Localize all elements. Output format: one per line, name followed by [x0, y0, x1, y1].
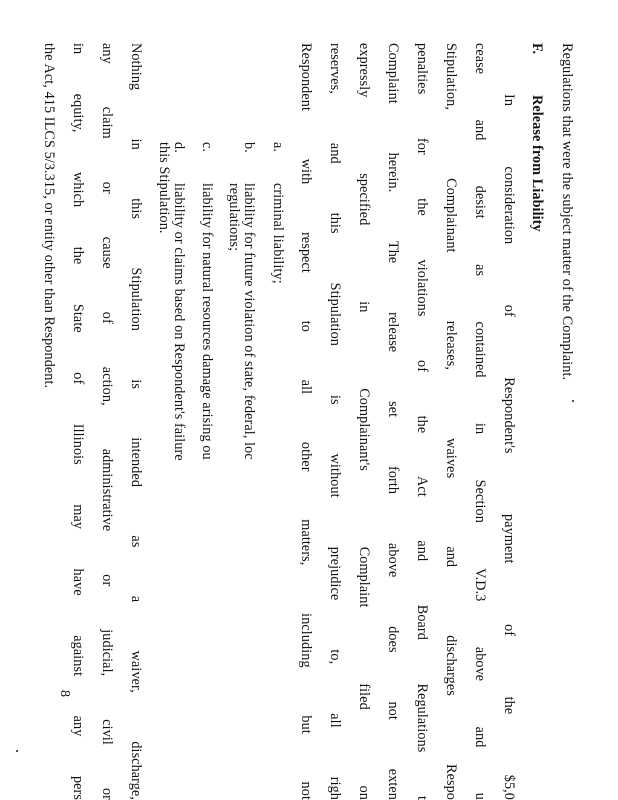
- list-marker: d.: [171, 142, 187, 153]
- page-number: 8: [57, 690, 72, 697]
- list-marker: c.: [199, 142, 215, 153]
- text-line: any claim or cause of action, administrative or judicial, civil or: [99, 43, 115, 800]
- text-line: Regulations that were the subject matter of the Complaint.: [559, 43, 575, 381]
- text-line: expressly specified in Complainant's Complaint filed on: [356, 43, 372, 800]
- text-line: the Act, 415 ILCS 5/3.315, or entity other than Respondent.: [41, 43, 57, 389]
- list-item-text: regulations;: [226, 183, 242, 252]
- text-line: reserves, and this Stipulation is without prejudice to, all righ: [327, 43, 343, 800]
- list-item-text: liability for future violation of state, federal, loc: [241, 183, 257, 460]
- list-item-text: this Stipulation.: [156, 142, 172, 234]
- text-line: penalties for the violations of the Act and Board Regulations t: [414, 43, 430, 800]
- text-line: in equity, which the State of Illinois may have against any pers: [70, 43, 86, 800]
- list-item-text: liability for natural resources damage arising ou: [199, 183, 215, 460]
- section-letter: F.: [529, 43, 545, 55]
- scan-speck: [16, 750, 18, 752]
- list-item-text: liability or claims based on Respondent's failure: [171, 183, 187, 461]
- list-item-text: criminal liability;: [270, 183, 286, 284]
- text-line: Nothing in this Stipulation is intended as a waiver, discharge,: [128, 43, 144, 800]
- text-line: Complaint herein. The release set forth above does not exten: [385, 43, 401, 800]
- list-marker: b.: [241, 142, 257, 153]
- scan-speck: [572, 400, 574, 402]
- section-heading: Release from Liability: [529, 95, 545, 232]
- text-line: In consideration of Respondent's payment of the $5,0: [501, 94, 517, 800]
- list-marker: a.: [270, 142, 286, 153]
- text-line: cease and desist as contained in Section V.D.3 above and u: [472, 43, 488, 800]
- text-line: Stipulation, Complainant releases, waives and discharges Respo: [443, 43, 459, 800]
- text-line: Respondent with respect to all other matters, including but not: [298, 43, 314, 800]
